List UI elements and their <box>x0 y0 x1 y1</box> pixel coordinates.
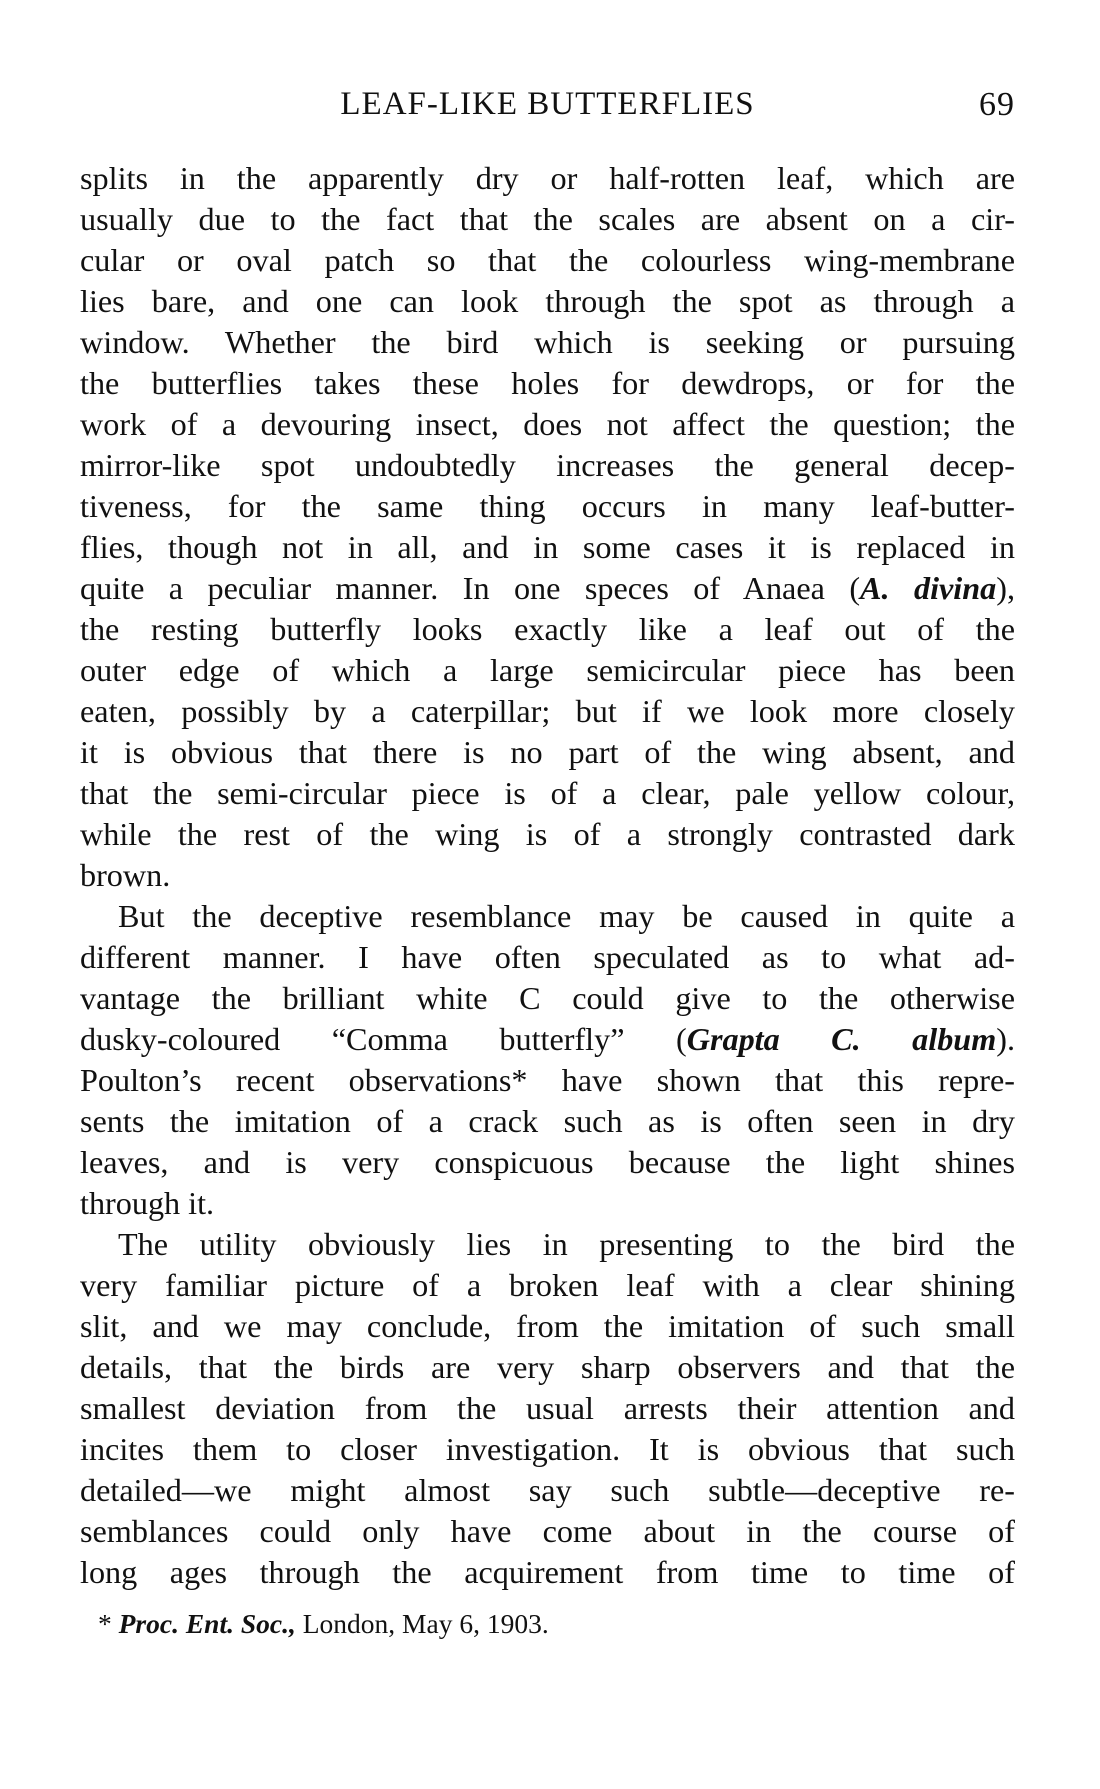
body-text <box>80 158 1015 1593</box>
text-line: the resting butterfly looks exactly like a leaf out of the <box>80 611 1015 647</box>
text-line: eaten, possibly by a caterpillar; but if we look more closely <box>80 693 1015 729</box>
text-line: very familiar picture of a broken leaf with a clear shining <box>80 1267 1015 1303</box>
running-head <box>80 86 1015 134</box>
text-line: window. Whether the bird which is seeking or pursuing <box>80 324 1015 360</box>
text-line: smallest deviation from the usual arrests their attention and <box>80 1390 1015 1426</box>
footnote-marker: * <box>98 1608 112 1639</box>
footnote-journal: Proc. Ent. Soc., <box>118 1608 296 1639</box>
text-fragment: ), <box>996 570 1016 606</box>
text-line: lies bare, and one can look through the spot as through a <box>80 283 1015 319</box>
text-line: Poulton’s recent observations* have shown that this repre- <box>80 1062 1015 1098</box>
footnote-text: London, May 6, 1903. <box>295 1608 549 1639</box>
text-fragment: dusky-coloured “Comma butterfly” ( <box>80 1021 687 1057</box>
text-line: long ages through the acquirement from time to time of <box>80 1554 1015 1590</box>
text-line: detailed—we might almost say such subtle—deceptive re- <box>80 1472 1015 1508</box>
species-name-anaea: A. divina <box>860 570 997 606</box>
text-line: The utility obviously lies in presenting to the bird the <box>118 1226 1015 1262</box>
text-line: outer edge of which a large semicircular piece has been <box>80 652 1015 688</box>
book-page <box>80 86 1015 1641</box>
text-line: that the semi-circular piece is of a clear, pale yellow colour, <box>80 775 1015 811</box>
text-line: through it. <box>80 1185 215 1221</box>
text-line: tiveness, for the same thing occurs in many leaf-butter- <box>80 488 1015 524</box>
text-line: flies, though not in all, and in some cases it is replaced in <box>80 529 1015 565</box>
text-fragment: ). <box>996 1021 1015 1057</box>
text-line: it is obvious that there is no part of the wing absent, and <box>80 734 1015 770</box>
text-line: work of a devouring insect, does not affect the question; the <box>80 406 1015 442</box>
text-line: leaves, and is very conspicuous because the light shines <box>80 1144 1015 1180</box>
text-line: But the deceptive resemblance may be caused in quite a <box>118 898 1015 934</box>
footnote <box>80 1607 1015 1641</box>
text-line: sents the imitation of a crack such as is often seen in dry <box>80 1103 1015 1139</box>
text-line: the butterflies takes these holes for dewdrops, or for the <box>80 365 1015 401</box>
text-fragment: quite a peculiar manner. In one speces of Anaea ( <box>80 570 861 606</box>
text-line: mirror-like spot undoubtedly increases the general decep- <box>80 447 1015 483</box>
text-line: brown. <box>80 857 171 893</box>
text-line <box>80 568 1015 609</box>
text-line: cular or oval patch so that the colourless wing-membrane <box>80 242 1015 278</box>
text-line: while the rest of the wing is of a strongly contrasted dark <box>80 816 1015 852</box>
text-line: semblances could only have come about in the course of <box>80 1513 1015 1549</box>
text-line: slit, and we may conclude, from the imitation of such small <box>80 1308 1015 1344</box>
text-line: different manner. I have often speculated as to what ad- <box>80 939 1015 975</box>
chapter-title: LEAF-LIKE BUTTERFLIES <box>340 86 755 122</box>
species-name-grapta: Grapta C. album <box>686 1021 997 1057</box>
text-line: details, that the birds are very sharp observers and that the <box>80 1349 1015 1385</box>
text-line: incites them to closer investigation. It is obvious that such <box>80 1431 1015 1467</box>
text-line: vantage the brilliant white C could give to the otherwise <box>80 980 1015 1016</box>
text-line: splits in the apparently dry or half-rotten leaf, which are <box>80 160 1015 196</box>
text-line <box>80 1019 1015 1060</box>
page-number: 69 <box>979 86 1015 123</box>
text-line: usually due to the fact that the scales are absent on a cir- <box>80 201 1015 237</box>
